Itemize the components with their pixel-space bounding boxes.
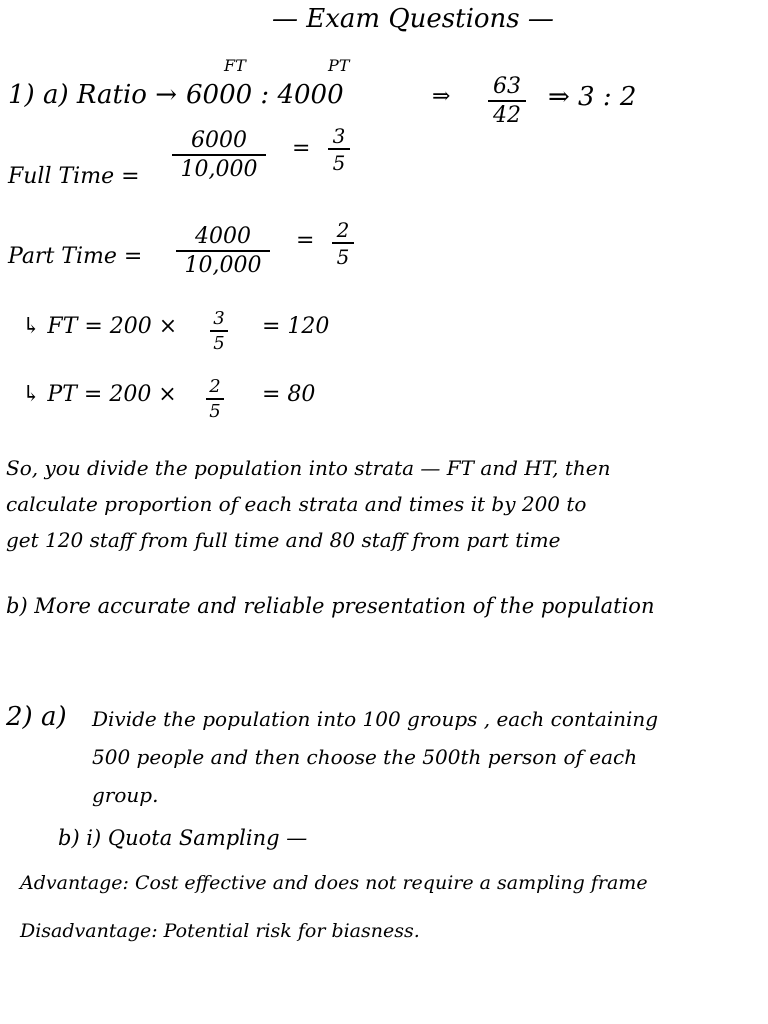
ratio-values: 6000 : 4000 bbox=[186, 80, 344, 110]
part-time-result-numerator: 2 bbox=[336, 218, 350, 242]
full-time-label: Full Time = bbox=[8, 164, 140, 189]
part-time-fraction bbox=[176, 226, 270, 277]
explanation-line: So, you divide the population into strata — FT and HT, then bbox=[6, 456, 611, 480]
full-time-result-denominator: 5 bbox=[332, 151, 346, 175]
q2a-answer bbox=[92, 700, 658, 814]
arrow-icon: ⇒ bbox=[432, 84, 451, 109]
page-title: — Exam Questions — bbox=[272, 4, 554, 34]
q2a-label: 2) a) bbox=[6, 702, 67, 732]
full-time-equals: = bbox=[292, 136, 311, 161]
full-time-result bbox=[328, 126, 350, 173]
explanation-paragraph bbox=[6, 450, 611, 558]
pt-calc-numerator: 2 bbox=[209, 376, 221, 397]
full-time-result-numerator: 3 bbox=[332, 124, 346, 148]
ft-calc-numerator: 3 bbox=[213, 308, 225, 329]
explanation-line: calculate proportion of each strata and times it by 200 to bbox=[6, 492, 587, 516]
reduced-numerator: 63 bbox=[493, 74, 521, 99]
ratio-result: ⇒ 3 : 2 bbox=[548, 82, 637, 112]
pt-calc-denominator: 5 bbox=[209, 401, 221, 422]
advantage-text: Advantage: Cost effective and does not require a sampling frame bbox=[20, 872, 648, 894]
q1a-label: 1) a) Ratio → bbox=[8, 80, 177, 110]
pt-header: PT bbox=[328, 56, 350, 75]
ft-calc-left: ↳ FT = 200 × bbox=[22, 314, 178, 339]
pt-calc-fraction bbox=[206, 378, 224, 421]
q2a-line: Divide the population into 100 groups , each containing bbox=[92, 707, 659, 731]
pt-calc-result: = 80 bbox=[262, 382, 316, 407]
ft-header: FT bbox=[224, 56, 246, 75]
explanation-line: get 120 staff from full time and 80 staff from part time bbox=[6, 528, 561, 552]
part-time-result-denominator: 5 bbox=[336, 245, 350, 269]
full-time-denominator: 10,000 bbox=[180, 157, 258, 182]
q1b-answer: b) More accurate and reliable presentation of the population bbox=[6, 594, 655, 618]
ft-calc-denominator: 5 bbox=[213, 333, 225, 354]
reduced-denominator: 42 bbox=[493, 103, 521, 128]
part-time-result bbox=[332, 220, 354, 267]
ft-calc-fraction bbox=[210, 310, 228, 353]
q2a-line: 500 people and then choose the 500th person of each bbox=[92, 745, 638, 769]
full-time-fraction bbox=[172, 130, 266, 181]
disadvantage-text: Disadvantage: Potential risk for biasness. bbox=[20, 920, 420, 942]
part-time-equals: = bbox=[296, 228, 315, 253]
full-time-numerator: 6000 bbox=[191, 128, 247, 153]
ft-calc-result: = 120 bbox=[262, 314, 330, 339]
part-time-numerator: 4000 bbox=[195, 224, 251, 249]
pt-calc-left: ↳ PT = 200 × bbox=[22, 382, 177, 407]
part-time-denominator: 10,000 bbox=[184, 253, 262, 278]
q2a-line: group. bbox=[92, 783, 159, 807]
reduced-fraction bbox=[488, 76, 526, 127]
q2b-title: b) i) Quota Sampling — bbox=[58, 826, 308, 850]
part-time-label: Part Time = bbox=[8, 244, 143, 269]
